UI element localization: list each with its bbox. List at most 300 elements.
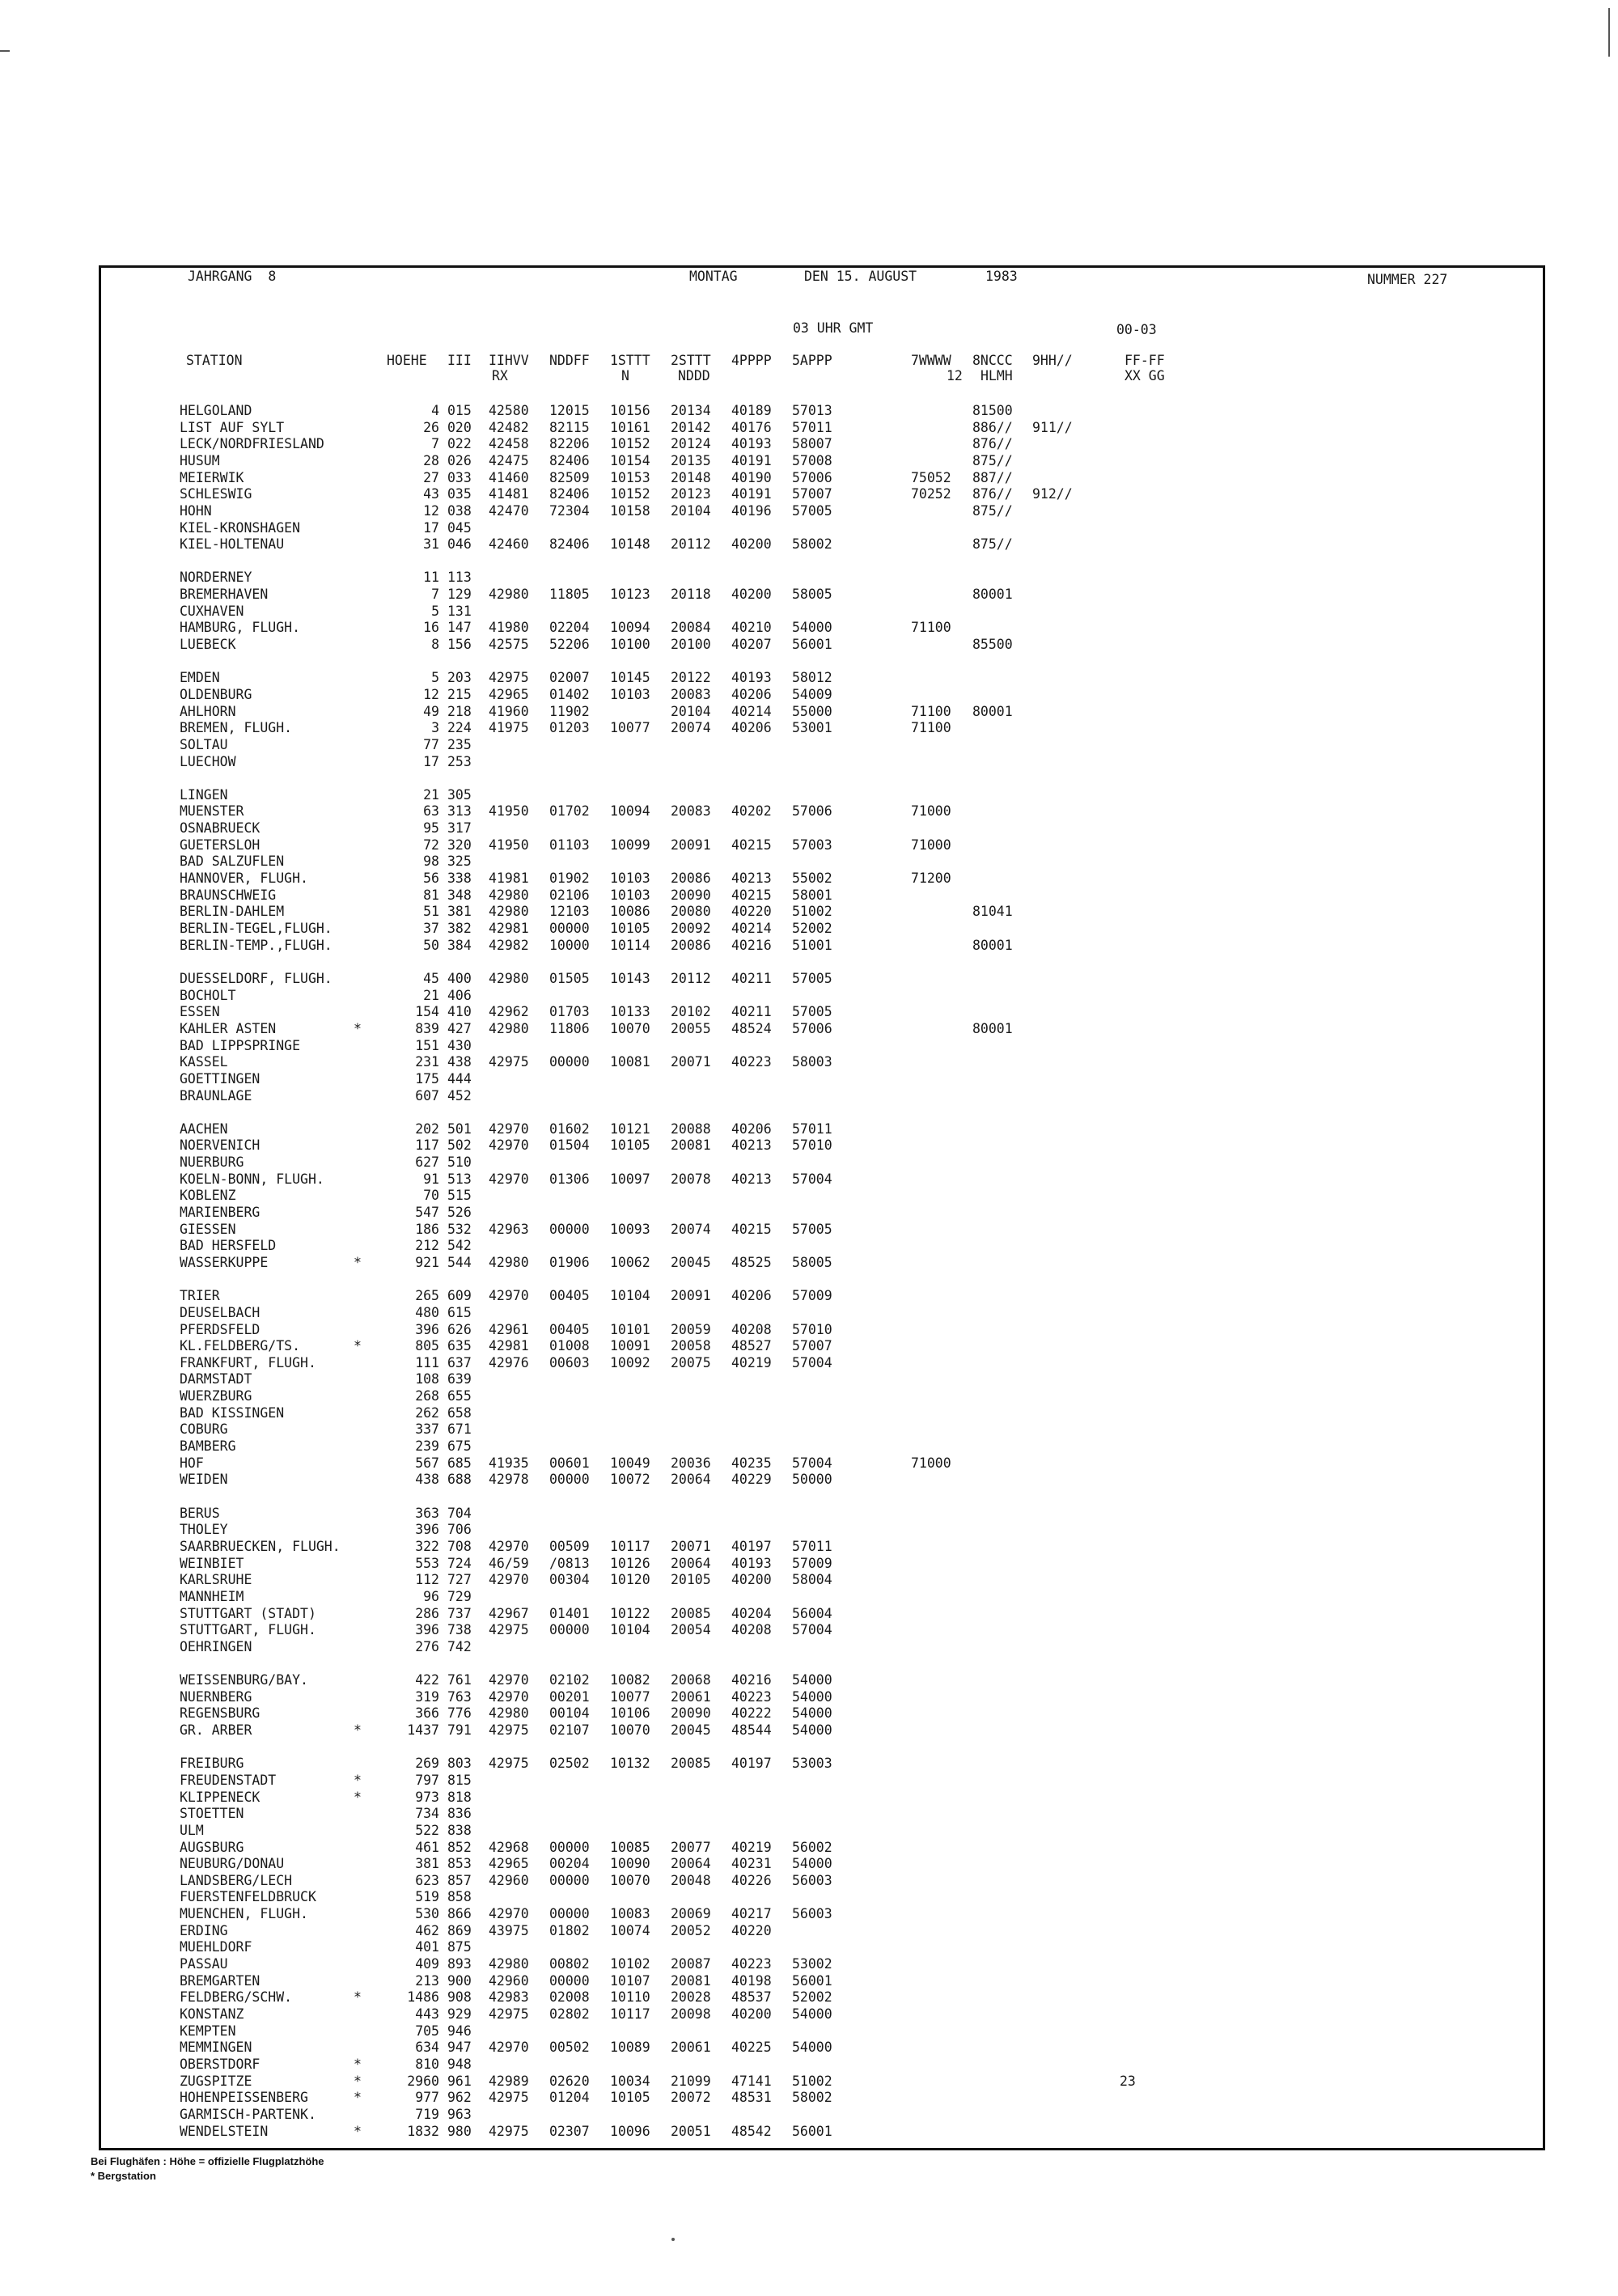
group-5appp: 57003 <box>792 837 832 853</box>
station-name: SCHLESWIG <box>180 486 252 502</box>
group-5appp: 54000 <box>792 1705 832 1722</box>
station-id: 742 <box>447 1638 472 1654</box>
group-iihvv: 42980 <box>489 970 529 986</box>
elevation: 17 <box>423 519 439 536</box>
mountain-marker: * <box>354 1338 362 1354</box>
group-4pppp: 48531 <box>731 2090 772 2106</box>
elevation: 7 <box>431 436 439 452</box>
group-1sttt: 10114 <box>610 937 650 953</box>
station-name: HOHENPEISSENBERG <box>180 2090 308 2106</box>
elevation: 7 <box>431 587 439 603</box>
group-5appp: 53001 <box>792 720 832 736</box>
group-2sttt: 20086 <box>671 937 711 953</box>
col-2sttt: 2STTT <box>671 353 711 368</box>
group-1sttt: 10082 <box>610 1672 650 1688</box>
group-nddff: 00000 <box>549 1472 590 1488</box>
group-5appp: 57005 <box>792 502 832 519</box>
group-4pppp: 48537 <box>731 1989 772 2006</box>
group-2sttt: 20123 <box>671 486 711 502</box>
elevation: 719 <box>415 2106 439 2122</box>
station-name: HUSUM <box>180 452 220 468</box>
group-2sttt: 20078 <box>671 1171 711 1187</box>
group-4pppp: 40213 <box>731 871 772 886</box>
group-nddff: 00000 <box>549 1221 590 1237</box>
station-id: 980 <box>447 2123 472 2139</box>
group-5appp: 57006 <box>792 469 832 485</box>
group-1sttt: 10096 <box>610 2123 650 2139</box>
group-1sttt: 10126 <box>610 1555 650 1571</box>
station-name: TRIER <box>180 1288 220 1304</box>
elevation: 553 <box>415 1555 439 1571</box>
group-5appp: 58002 <box>792 536 832 553</box>
group-7wwww: 71100 <box>911 620 951 636</box>
group-4pppp: 40197 <box>731 1538 772 1554</box>
group-4pppp: 40189 <box>731 403 772 418</box>
group-nddff: 01306 <box>549 1171 590 1187</box>
group-5appp: 56001 <box>792 1972 832 1989</box>
group-nddff: 12103 <box>549 904 590 920</box>
group-2sttt: 20072 <box>671 2090 711 2106</box>
group-nddff: 01802 <box>549 1922 590 1938</box>
group-nddff: 82509 <box>549 469 590 485</box>
group-4pppp: 40225 <box>731 2040 772 2056</box>
mountain-marker: * <box>354 1722 362 1738</box>
station-name: OBERSTDORF <box>180 2056 260 2072</box>
group-1sttt: 10103 <box>610 686 650 702</box>
station-name: LANDSBERG/LECH <box>180 1872 293 1888</box>
elevation: 108 <box>415 1371 439 1387</box>
group-2sttt: 20045 <box>671 1722 711 1738</box>
group-iihvv: 42963 <box>489 1221 529 1237</box>
observation-time: 03 UHR GMT <box>793 320 874 336</box>
group-nddff: 01008 <box>549 1338 590 1354</box>
group-2sttt: 20064 <box>671 1472 711 1488</box>
group-2sttt: 20098 <box>671 2006 711 2022</box>
station-id: 224 <box>447 720 472 736</box>
station-id: 526 <box>447 1205 472 1220</box>
group-2sttt: 20090 <box>671 887 711 903</box>
group-2sttt: 20148 <box>671 469 711 485</box>
mountain-marker: * <box>354 2123 362 2139</box>
station-name: MUENSTER <box>180 803 244 820</box>
group-4pppp: 40217 <box>731 1906 772 1922</box>
group-5appp: 57008 <box>792 452 832 468</box>
elevation: 11 <box>423 570 439 586</box>
col-station: STATION <box>186 353 243 368</box>
station-id: 948 <box>447 2056 472 2072</box>
station-name: OLDENBURG <box>180 686 252 702</box>
station-name: GUETERSLOH <box>180 837 260 853</box>
station-name: HELGOLAND <box>180 403 252 418</box>
footnote-mountain: * Bergstation <box>91 2170 156 2182</box>
station-id: 203 <box>447 670 472 686</box>
station-name: STUTTGART, FLUGH. <box>180 1622 316 1638</box>
station-id: 637 <box>447 1354 472 1370</box>
group-2sttt: 20091 <box>671 1288 711 1304</box>
group-4pppp: 48542 <box>731 2123 772 2139</box>
group-1sttt: 10093 <box>610 1221 650 1237</box>
group-1sttt: 10153 <box>610 469 650 485</box>
station-id: 947 <box>447 2040 472 2056</box>
group-1sttt: 10077 <box>610 1688 650 1705</box>
station-name: LIST AUF SYLT <box>180 419 285 435</box>
group-nddff: 02107 <box>549 1722 590 1738</box>
elevation: 81 <box>423 887 439 903</box>
group-2sttt: 20045 <box>671 1254 711 1270</box>
station-name: HANNOVER, FLUGH. <box>180 871 308 886</box>
group-5appp: 57004 <box>792 1622 832 1638</box>
group-2sttt: 20134 <box>671 403 711 418</box>
station-id: 615 <box>447 1304 472 1320</box>
group-2sttt: 20071 <box>671 1054 711 1070</box>
group-nddff: 01906 <box>549 1254 590 1270</box>
group-4pppp: 40222 <box>731 1705 772 1722</box>
group-1sttt: 10152 <box>610 436 650 452</box>
group-5appp: 54000 <box>792 1688 832 1705</box>
station-id: 962 <box>447 2090 472 2106</box>
station-id: 317 <box>447 820 472 837</box>
group-nddff: 72304 <box>549 502 590 519</box>
station-id: 658 <box>447 1404 472 1421</box>
station-id: 253 <box>447 753 472 769</box>
station-id: 815 <box>447 1772 472 1788</box>
station-name: NUERNBERG <box>180 1688 252 1705</box>
group-2sttt: 20102 <box>671 1004 711 1020</box>
group-2sttt: 20083 <box>671 803 711 820</box>
station-name: SAARBRUECKEN, FLUGH. <box>180 1538 341 1554</box>
group-5appp: 56002 <box>792 1839 832 1855</box>
station-id: 452 <box>447 1087 472 1104</box>
col-iihvv-sub: RX <box>492 368 508 383</box>
group-5appp: 57011 <box>792 1120 832 1137</box>
elevation: 70 <box>423 1188 439 1204</box>
group-1sttt: 10094 <box>610 803 650 820</box>
station-id: 776 <box>447 1705 472 1722</box>
station-id: 513 <box>447 1171 472 1187</box>
station-name: HAMBURG, FLUGH. <box>180 620 301 636</box>
elevation: 623 <box>415 1872 439 1888</box>
elevation: 269 <box>415 1756 439 1772</box>
col-ff-sub: XX GG <box>1125 368 1165 383</box>
group-5appp: 56003 <box>792 1872 832 1888</box>
group-2sttt: 21099 <box>671 2073 711 2089</box>
station-name: HOHN <box>180 502 212 519</box>
scan-edge-mark <box>1608 8 1610 57</box>
group-4pppp: 40206 <box>731 1120 772 1137</box>
group-iihvv: 42980 <box>489 904 529 920</box>
station-name: DEUSELBACH <box>180 1304 260 1320</box>
group-1sttt: 10148 <box>610 536 650 553</box>
station-id: 544 <box>447 1254 472 1270</box>
elevation: 175 <box>415 1070 439 1087</box>
elevation: 396 <box>415 1622 439 1638</box>
group-1sttt: 10081 <box>610 1054 650 1070</box>
group-1sttt: 10083 <box>610 1906 650 1922</box>
group-nddff: 52206 <box>549 637 590 652</box>
elevation: 443 <box>415 2006 439 2022</box>
group-nddff: 00603 <box>549 1354 590 1370</box>
elevation: 805 <box>415 1338 439 1354</box>
group-2sttt: 20112 <box>671 536 711 553</box>
group-2sttt: 20077 <box>671 1839 711 1855</box>
group-1sttt: 10094 <box>610 620 650 636</box>
group-2sttt: 20064 <box>671 1856 711 1872</box>
col-iihvv: IIHVV <box>489 353 529 368</box>
group-5appp: 53003 <box>792 1756 832 1772</box>
group-8nccc: 81041 <box>972 904 1013 920</box>
elevation: 96 <box>423 1588 439 1604</box>
group-8nccc: 876// <box>972 486 1013 502</box>
mountain-marker: * <box>354 1772 362 1788</box>
elevation: 810 <box>415 2056 439 2072</box>
group-2sttt: 20054 <box>671 1622 711 1638</box>
station-name: BAD HERSFELD <box>180 1238 277 1254</box>
group-2sttt: 20142 <box>671 419 711 435</box>
group-2sttt: 20080 <box>671 904 711 920</box>
group-4pppp: 40213 <box>731 1137 772 1154</box>
group-nddff: 02007 <box>549 670 590 686</box>
group-iihvv: 42975 <box>489 2090 529 2106</box>
group-4pppp: 40235 <box>731 1455 772 1471</box>
group-4pppp: 40219 <box>731 1839 772 1855</box>
station-name: HOF <box>180 1455 204 1471</box>
group-nddff: 01505 <box>549 970 590 986</box>
station-id: 635 <box>447 1338 472 1354</box>
group-1sttt: 10034 <box>610 2073 650 2089</box>
group-5appp: 57013 <box>792 403 832 418</box>
group-1sttt: 10156 <box>610 403 650 418</box>
group-5appp: 58002 <box>792 2090 832 2106</box>
footnote-airports: Bei Flughäfen : Höhe = offizielle Flugplatzhöhe <box>91 2155 324 2167</box>
group-2sttt: 20122 <box>671 670 711 686</box>
group-4pppp: 48527 <box>731 1338 772 1354</box>
group-nddff: 82206 <box>549 436 590 452</box>
group-iihvv: 42458 <box>489 436 529 452</box>
station-name: NUERBURG <box>180 1154 244 1170</box>
elevation: 480 <box>415 1304 439 1320</box>
station-id: 215 <box>447 686 472 702</box>
group-4pppp: 40220 <box>731 904 772 920</box>
group-5appp: 57005 <box>792 1004 832 1020</box>
group-nddff: 01602 <box>549 1120 590 1137</box>
station-name: BAD SALZUFLEN <box>180 854 285 870</box>
station-id: 724 <box>447 1555 472 1571</box>
group-5appp: 58003 <box>792 1054 832 1070</box>
station-name: WEIDEN <box>180 1472 228 1488</box>
group-1sttt: 10100 <box>610 637 650 652</box>
station-name: SOLTAU <box>180 736 228 752</box>
elevation: 607 <box>415 1087 439 1104</box>
year-label: 1983 <box>985 269 1018 284</box>
group-4pppp: 40200 <box>731 536 772 553</box>
group-1sttt: 10103 <box>610 871 650 886</box>
station-id: 671 <box>447 1421 472 1438</box>
col-nddff: NDDFF <box>549 353 590 368</box>
group-5appp: 58012 <box>792 670 832 686</box>
station-name: BERLIN-DAHLEM <box>180 904 285 920</box>
group-8nccc: 80001 <box>972 1020 1013 1036</box>
group-7wwww: 71000 <box>911 837 951 853</box>
group-2sttt: 20091 <box>671 837 711 853</box>
station-name: WUERZBURG <box>180 1388 252 1404</box>
col-7wwww: 7WWWW <box>911 353 951 368</box>
elevation: 705 <box>415 2023 439 2039</box>
group-nddff: 00000 <box>549 921 590 936</box>
group-1sttt: 10092 <box>610 1354 650 1370</box>
volume-label: JAHRGANG 8 <box>188 269 277 284</box>
station-id: 858 <box>447 1889 472 1905</box>
group-nddff: 02102 <box>549 1672 590 1688</box>
group-5appp: 57009 <box>792 1555 832 1571</box>
station-id: 410 <box>447 1004 472 1020</box>
station-id: 836 <box>447 1806 472 1822</box>
station-id: 675 <box>447 1438 472 1454</box>
mountain-marker: * <box>354 1989 362 2006</box>
station-name: THOLEY <box>180 1522 228 1538</box>
station-name: OSNABRUECK <box>180 820 260 837</box>
station-id: 706 <box>447 1522 472 1538</box>
elevation: 396 <box>415 1522 439 1538</box>
station-id: 218 <box>447 703 472 719</box>
station-name: STOETTEN <box>180 1806 244 1822</box>
group-4pppp: 40219 <box>731 1354 772 1370</box>
elevation: 797 <box>415 1772 439 1788</box>
group-nddff: 00000 <box>549 1622 590 1638</box>
group-5appp: 58005 <box>792 1254 832 1270</box>
group-4pppp: 40204 <box>731 1605 772 1621</box>
group-iihvv: 42470 <box>489 502 529 519</box>
elevation: 363 <box>415 1505 439 1521</box>
group-2sttt: 20028 <box>671 1989 711 2006</box>
group-2sttt: 20088 <box>671 1120 711 1137</box>
group-4pppp: 40215 <box>731 1221 772 1237</box>
group-5appp: 58004 <box>792 1572 832 1588</box>
elevation: 4 <box>431 403 439 418</box>
group-4pppp: 40223 <box>731 1956 772 1972</box>
col-8nccc-sub: HLMH <box>981 368 1013 383</box>
station-id: 515 <box>447 1188 472 1204</box>
group-iihvv: 42965 <box>489 1856 529 1872</box>
elevation: 95 <box>423 820 439 837</box>
elevation: 49 <box>423 703 439 719</box>
group-2sttt: 20085 <box>671 1605 711 1621</box>
group-1sttt: 10143 <box>610 970 650 986</box>
station-name: AHLHORN <box>180 703 236 719</box>
station-name: MEMMINGEN <box>180 2040 252 2056</box>
group-1sttt: 10106 <box>610 1705 650 1722</box>
elevation: 117 <box>415 1137 439 1154</box>
group-5appp: 57004 <box>792 1354 832 1370</box>
group-5appp: 54000 <box>792 620 832 636</box>
group-iihvv: 42965 <box>489 686 529 702</box>
station-id: 325 <box>447 854 472 870</box>
station-id: 853 <box>447 1856 472 1872</box>
group-1sttt: 10145 <box>610 670 650 686</box>
group-nddff: 00509 <box>549 1538 590 1554</box>
station-id: 035 <box>447 486 472 502</box>
group-nddff: 00304 <box>549 1572 590 1588</box>
station-name: DUESSELDORF, FLUGH. <box>180 970 332 986</box>
group-4pppp: 40213 <box>731 1171 772 1187</box>
station-id: 015 <box>447 403 472 418</box>
group-1sttt: 10120 <box>610 1572 650 1588</box>
station-name: GARMISCH-PARTENK. <box>180 2106 316 2122</box>
group-2sttt: 20071 <box>671 1538 711 1554</box>
group-4pppp: 40200 <box>731 2006 772 2022</box>
elevation: 627 <box>415 1154 439 1170</box>
group-iihvv: 42981 <box>489 921 529 936</box>
group-2sttt: 20100 <box>671 637 711 652</box>
scan-speck <box>671 2238 675 2241</box>
group-4pppp: 40207 <box>731 637 772 652</box>
group-iihvv: 41950 <box>489 803 529 820</box>
group-5appp: 57006 <box>792 803 832 820</box>
group-nddff: 82406 <box>549 486 590 502</box>
elevation: 1832 <box>407 2123 439 2139</box>
group-iihvv: 42968 <box>489 1839 529 1855</box>
station-name: MANNHEIM <box>180 1588 244 1604</box>
group-5appp: 57004 <box>792 1171 832 1187</box>
group-4pppp: 48524 <box>731 1020 772 1036</box>
group-nddff: 00000 <box>549 1054 590 1070</box>
elevation: 265 <box>415 1288 439 1304</box>
station-name: WEISSENBURG/BAY. <box>180 1672 308 1688</box>
station-id: 542 <box>447 1238 472 1254</box>
station-name: DARMSTADT <box>180 1371 252 1387</box>
group-8nccc: 81500 <box>972 403 1013 418</box>
group-1sttt: 10091 <box>610 1338 650 1354</box>
elevation: 409 <box>415 1956 439 1972</box>
group-nddff: 01703 <box>549 1004 590 1020</box>
station-id: 738 <box>447 1622 472 1638</box>
elevation: 322 <box>415 1538 439 1554</box>
station-name: LUEBECK <box>180 637 236 652</box>
station-id: 609 <box>447 1288 472 1304</box>
elevation: 154 <box>415 1004 439 1020</box>
group-5appp: 56001 <box>792 2123 832 2139</box>
station-name: OEHRINGEN <box>180 1638 252 1654</box>
elevation: 462 <box>415 1922 439 1938</box>
station-id: 320 <box>447 837 472 853</box>
station-name: MUENCHEN, FLUGH. <box>180 1906 308 1922</box>
elevation: 567 <box>415 1455 439 1471</box>
group-5appp: 58001 <box>792 887 832 903</box>
group-5appp: 57007 <box>792 1338 832 1354</box>
col-2sttt-sub: NDDD <box>678 368 710 383</box>
group-iihvv: 42970 <box>489 1288 529 1304</box>
group-iihvv: 42975 <box>489 2123 529 2139</box>
station-name: FREUDENSTADT <box>180 1772 277 1788</box>
station-name: LECK/NORDFRIESLAND <box>180 436 324 452</box>
group-iihvv: 42580 <box>489 403 529 418</box>
station-id: 501 <box>447 1120 472 1137</box>
group-iihvv: 41950 <box>489 837 529 853</box>
group-iihvv: 42980 <box>489 587 529 603</box>
group-iihvv: 42970 <box>489 2040 529 2056</box>
group-iihvv: 41975 <box>489 720 529 736</box>
group-5appp: 57011 <box>792 419 832 435</box>
elevation: 28 <box>423 452 439 468</box>
group-4pppp: 40206 <box>731 720 772 736</box>
group-1sttt: 10102 <box>610 1956 650 1972</box>
group-2sttt: 20081 <box>671 1972 711 1989</box>
group-5appp: 53002 <box>792 1956 832 1972</box>
group-nddff: 01401 <box>549 1605 590 1621</box>
group-4pppp: 47141 <box>731 2073 772 2089</box>
elevation: 366 <box>415 1705 439 1722</box>
mountain-marker: * <box>354 2090 362 2106</box>
group-5appp: 52002 <box>792 1989 832 2006</box>
